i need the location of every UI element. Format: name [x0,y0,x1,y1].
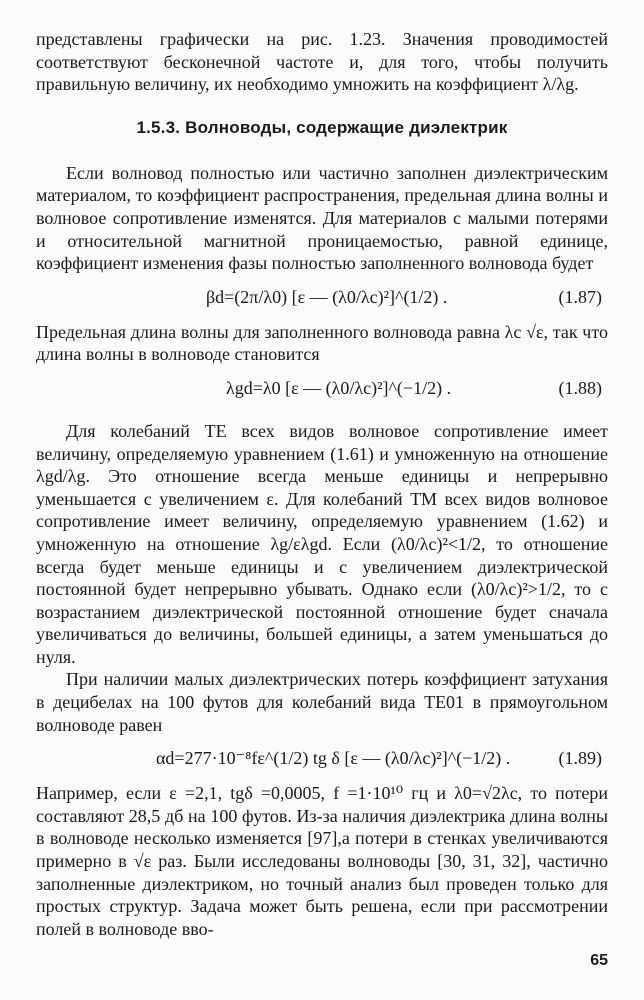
equation-2-expression: λgd=λ0 [ε — (λ0/λc)²]^(−1/2) . [226,377,452,398]
paragraph-5: Например, если ε =2,1, tgδ =0,0005, f =1·10¹⁰ гц и λ0=√2λc, то потери составляют 28,5 дб на 100 футов. Из-за наличия диэлектрика длина волны в волноводе несколько изменяется [97],а потери в стенках увеличиваются примерно в √ε раз. Были исследованы волноводы [30, 31, 32], частично заполненные диэлектриком, но точный анализ был проведен только для простых структур. Задача может быть решена, если при рассмотрении полей в волноводе вво- [36,783,608,939]
paragraph-2: Предельная длина волны для заполненного волновода равна λc √ε, так что длина волны в волноводе становится [36,321,608,365]
paragraph-1: Если волновод полностью или частично заполнен диэлектрическим материалом, то коэффициент распространения, предельная длина волны и волновое сопротивление изменятся. Для материалов с малыми потерями и относительной магнитной проницаемостью, равной единице, коэффициент изменения фазы полностью заполненного волновода будет [36,162,608,274]
paragraph-top: представлены графически на рис. 1.23. Значения проводимостей соответствуют бесконечной частоте и, для того, чтобы получить правильную величину, их необходимо умножить на коэффициент λ/λg. [36,29,608,95]
equation-3-expression: αd=277·10⁻⁸fε^(1/2) tg δ [ε — (λ0/λc)²]^(−1/2) . [156,748,511,769]
section-heading: 1.5.3. Волноводы, содержащие диэлектрик [136,117,508,137]
equation-1-88 [36,366,608,412]
paragraph-3: Для колебаний ТЕ всех видов волновое сопротивление имеет величину, определяемую уравнением (1.61) и умноженную на отношение λgd/λg. Это отношение всегда меньше единицы и непрерывно уменьшается с увеличением ε. Для колебаний ТМ всех видов волновое сопротивление имеет величину, определяемую уравнением (1.62) и умноженную на отношение λg/ελgd. Если (λ0/λc)²<1/2, то отношение всегда будет меньше единицы и с увеличением диэлектрической постоянной будет непрерывно убывать. Однако если (λ0/λc)²>1/2, то с возрастанием диэлектрической постоянной отношение будет сначала увеличиваться до величины, большей единицы, а затем уменьшаться до нуля. [36,420,608,667]
paragraph-4: При наличии малых диэлектрических потерь коэффициент затухания в децибелах на 100 футов для колебаний вида TE01 в прямоугольном волноводе равен [36,669,608,735]
equation-1-87 [36,275,608,321]
equation-1-expression: βd=(2π/λ0) [ε — (λ0/λc)²]^(1/2) . [206,286,448,307]
equation-1-number: (1.87) [558,286,602,307]
equation-1-89 [36,736,608,782]
equation-3-number: (1.89) [558,748,602,769]
page-number: 65 [590,952,608,969]
equation-2-number: (1.88) [558,377,602,398]
page-body [36,28,608,940]
